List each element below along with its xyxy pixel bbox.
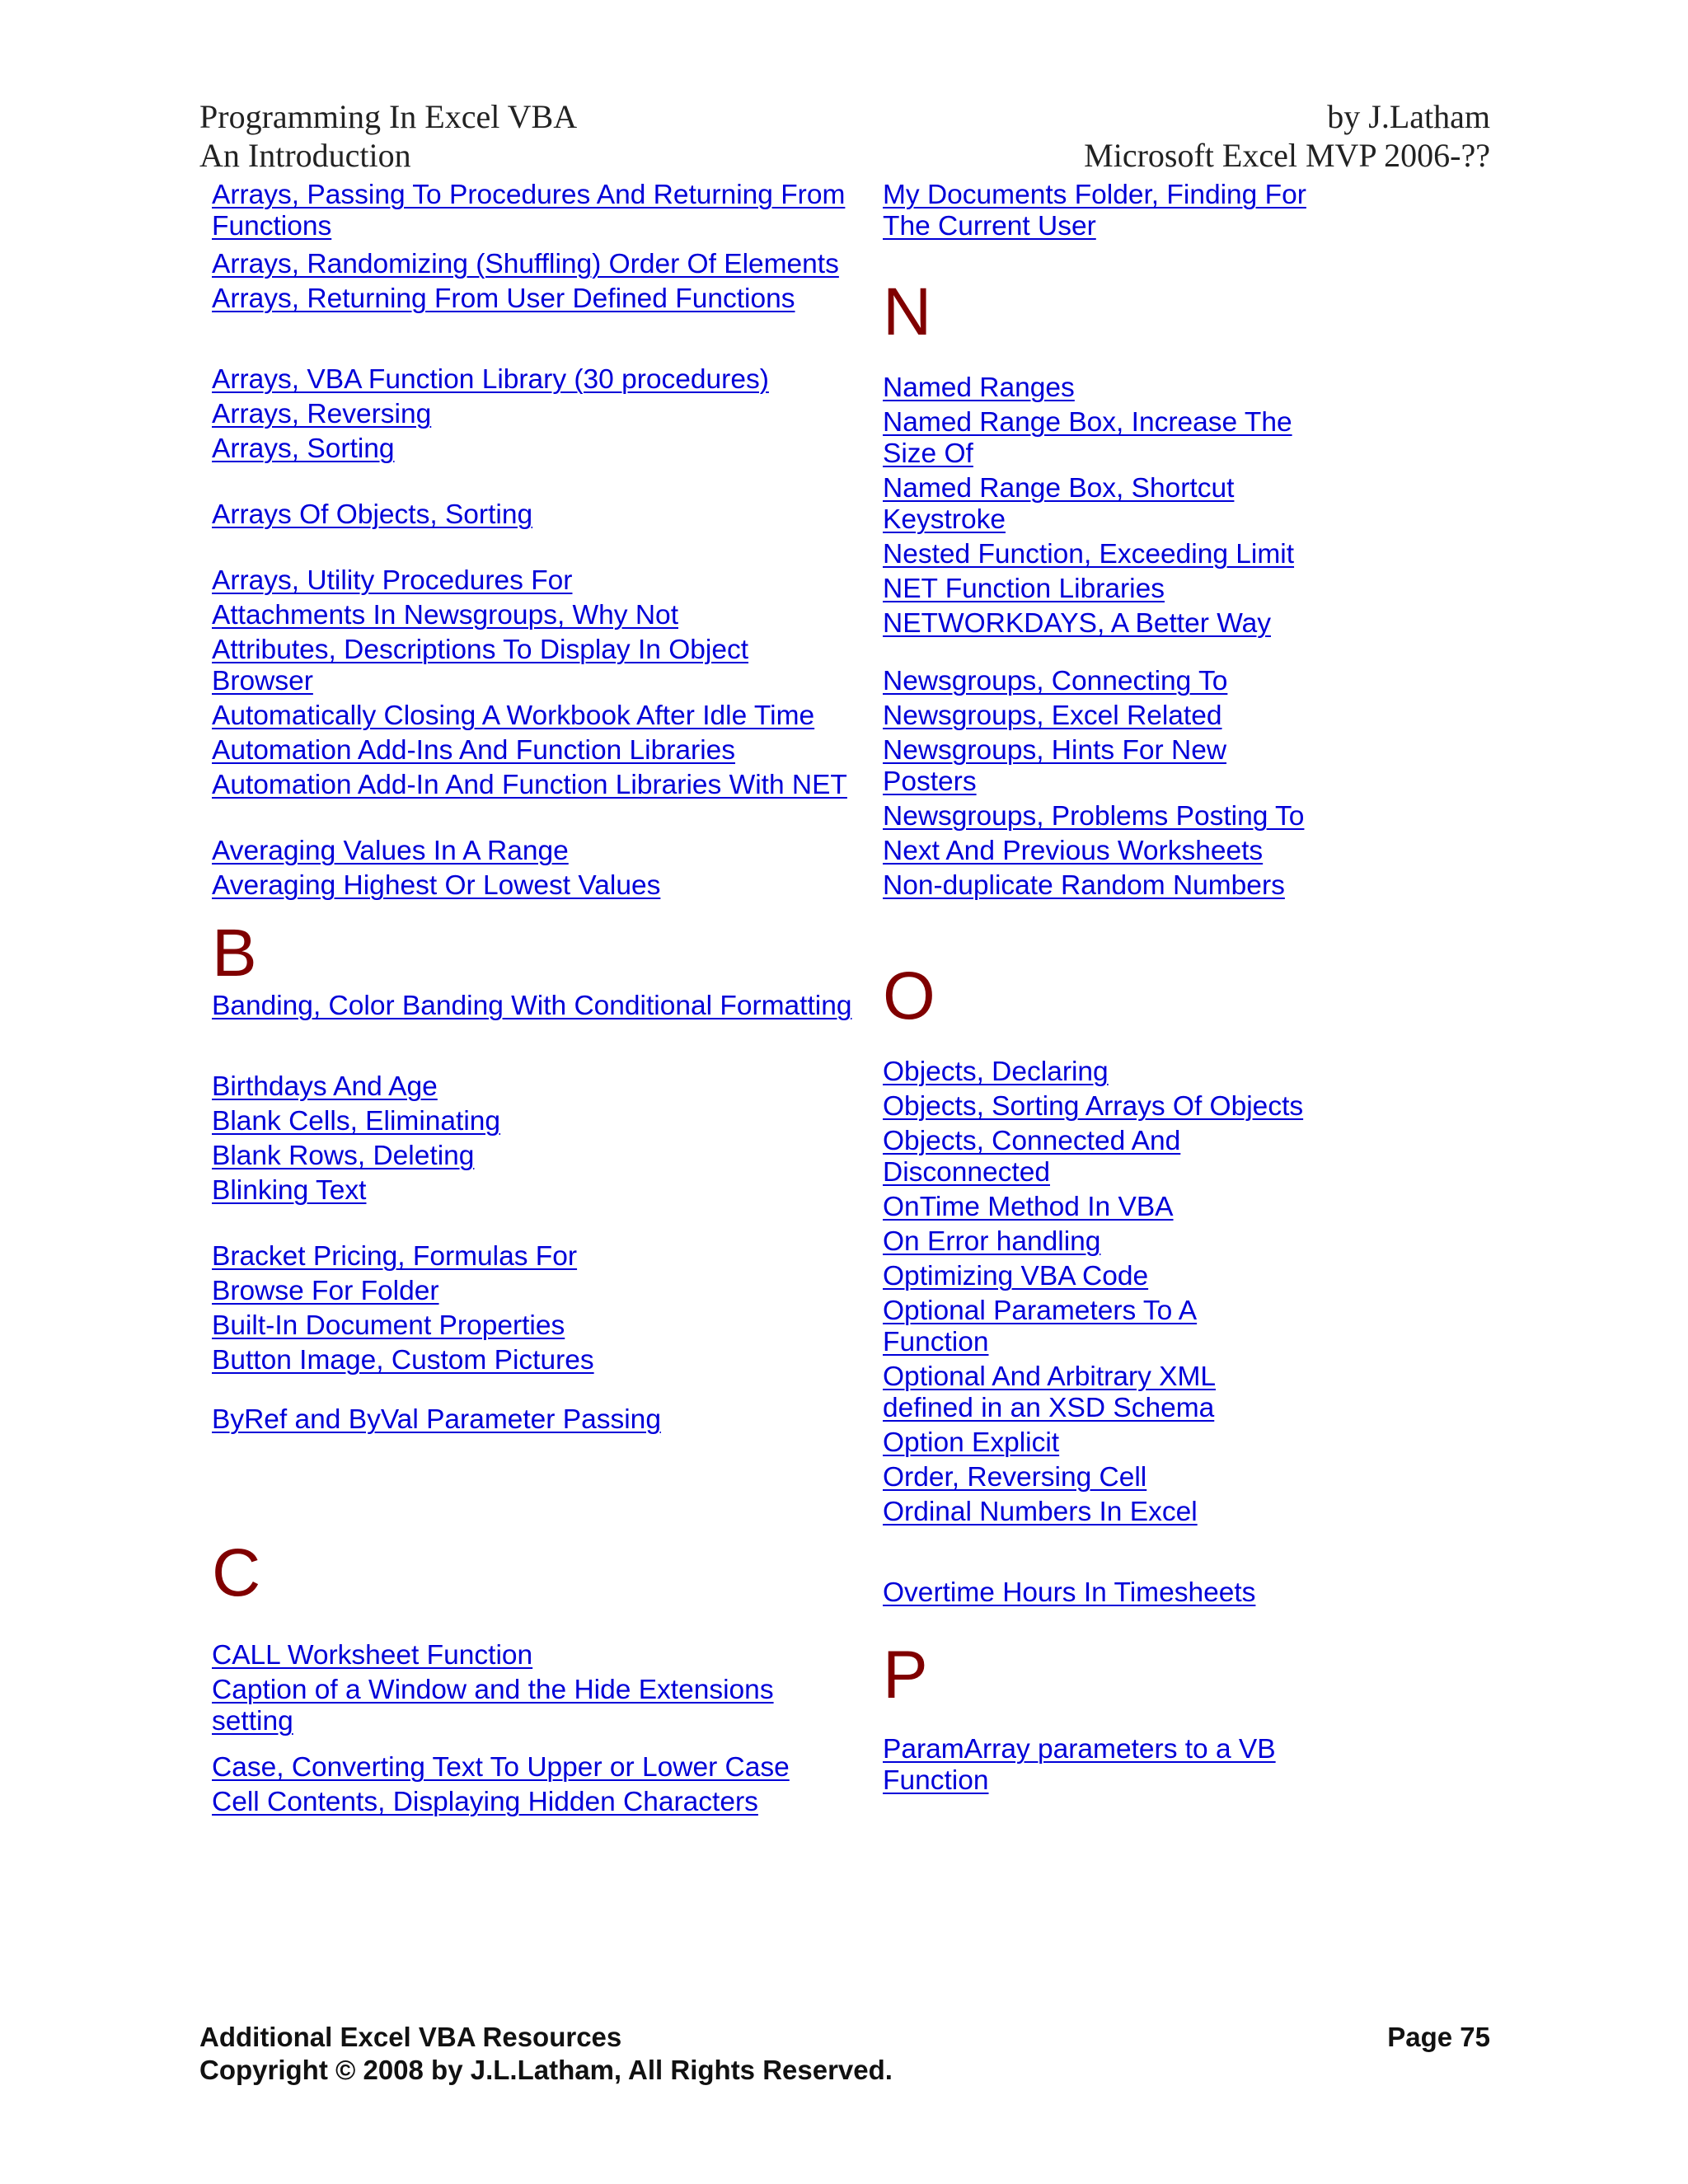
index-link[interactable]: NET Function Libraries [883,574,1165,604]
index-link[interactable]: Button Image, Custom Pictures [212,1345,594,1376]
header-row-1 [199,97,1490,136]
index-link[interactable]: Option Explicit [883,1427,1060,1458]
copyright-notice: Copyright © 2008 by J.L.Latham, All Rights Reserved. [199,2055,893,2085]
index-link[interactable]: ByRef and ByVal Parameter Passing [212,1404,661,1435]
document-subtitle: An Introduction [199,137,411,174]
index-link[interactable]: Blank Rows, Deleting [212,1141,475,1171]
index-link[interactable]: Automation Add-In And Function Libraries With NET [212,770,847,800]
index-link[interactable]: Optional And Arbitrary XML defined in an XSD Schema [883,1361,1217,1423]
index-link[interactable]: Arrays, Returning From User Defined Functions [212,284,795,314]
index-link[interactable]: CALL Worksheet Function [212,1640,533,1671]
section-letter-b: B [212,916,257,991]
index-link[interactable]: Nested Function, Exceeding Limit [883,539,1295,569]
document-title: Programming In Excel VBA [199,98,578,135]
index-link[interactable]: Newsgroups, Hints For New Posters [883,735,1227,797]
section-letter-n: N [883,274,932,349]
index-link[interactable]: Case, Converting Text To Upper or Lower Case [212,1752,790,1783]
index-link[interactable]: Caption of a Window and the Hide Extensions setting [212,1675,774,1736]
page-footer [199,2021,1490,2087]
index-link[interactable]: OnTime Method In VBA [883,1192,1174,1222]
index-link[interactable]: Ordinal Numbers In Excel [883,1497,1198,1527]
index-link[interactable]: Newsgroups, Problems Posting To [883,801,1305,832]
section-letter-o: O [883,958,935,1033]
index-link[interactable]: Objects, Sorting Arrays Of Objects [883,1091,1304,1122]
index-link[interactable]: NETWORKDAYS, A Better Way [883,608,1271,639]
index-link[interactable]: Browse For Folder [212,1276,439,1306]
author-title: Microsoft Excel MVP 2006-?? [1084,137,1490,174]
index-link[interactable]: Non-duplicate Random Numbers [883,870,1285,901]
index-link[interactable]: Bracket Pricing, Formulas For [212,1241,578,1272]
index-link[interactable]: Arrays, Utility Procedures For [212,565,573,596]
index-link[interactable]: Arrays, Passing To Procedures And Returning From Functions [212,180,846,241]
index-link[interactable]: Arrays, Reversing [212,399,432,429]
index-link[interactable]: On Error handling [883,1226,1101,1257]
index-link[interactable]: Arrays Of Objects, Sorting [212,499,533,530]
index-link[interactable]: Attachments In Newsgroups, Why Not [212,600,678,630]
index-link[interactable]: Blank Cells, Eliminating [212,1106,501,1137]
section-letter-c: C [212,1535,261,1610]
index-link[interactable]: Attributes, Descriptions To Display In Object Browser [212,635,749,696]
index-link[interactable]: Birthdays And Age [212,1071,438,1102]
footer-row-1 [199,2021,1490,2054]
footer-row-2 [199,2054,1490,2087]
index-link[interactable]: ParamArray parameters to a VB Function [883,1734,1276,1796]
index-link[interactable]: Order, Reversing Cell [883,1462,1147,1493]
index-link[interactable]: Arrays, Sorting [212,434,395,464]
index-link[interactable]: Automation Add-Ins And Function Libraries [212,735,736,766]
section-letter-p: P [883,1638,928,1713]
page-header [199,97,1490,175]
index-link[interactable]: Averaging Highest Or Lowest Values [212,870,661,901]
index-link[interactable]: Objects, Declaring [883,1057,1109,1087]
index-link[interactable]: Automatically Closing A Workbook After Idle Time [212,701,815,731]
index-link[interactable]: Arrays, VBA Function Library (30 procedures) [212,364,769,395]
index-link[interactable]: Optional Parameters To A Function [883,1296,1198,1357]
page-number: Page 75 [1387,2022,1490,2052]
index-link[interactable]: Banding, Color Banding With Conditional Formatting [212,991,852,1021]
index-link[interactable]: Named Range Box, Increase The Size Of [883,407,1292,469]
index-link[interactable]: Optimizing VBA Code [883,1261,1149,1291]
index-link[interactable]: Newsgroups, Excel Related [883,701,1222,731]
index-link[interactable]: Cell Contents, Displaying Hidden Characters [212,1787,758,1817]
index-link[interactable]: Overtime Hours In Timesheets [883,1577,1256,1608]
index-left-column [212,180,863,1821]
index-link[interactable]: Arrays, Randomizing (Shuffling) Order Of Elements [212,249,839,279]
index-link[interactable]: Blinking Text [212,1175,367,1206]
index-link[interactable]: Named Ranges [883,373,1075,403]
index-link[interactable]: My Documents Folder, Finding For The Current User [883,180,1306,241]
index-link[interactable]: Next And Previous Worksheets [883,836,1264,866]
index-link[interactable]: Newsgroups, Connecting To [883,666,1228,696]
header-row-2 [199,136,1490,175]
index-link[interactable]: Objects, Connected And Disconnected [883,1126,1181,1188]
index-link[interactable]: Built-In Document Properties [212,1310,565,1341]
index-right-column [883,180,1344,1800]
author-name: by J.Latham [1327,98,1490,135]
footer-section-title: Additional Excel VBA Resources [199,2022,622,2052]
index-link[interactable]: Averaging Values In A Range [212,836,569,866]
index-link[interactable]: Named Range Box, Shortcut Keystroke [883,473,1235,535]
